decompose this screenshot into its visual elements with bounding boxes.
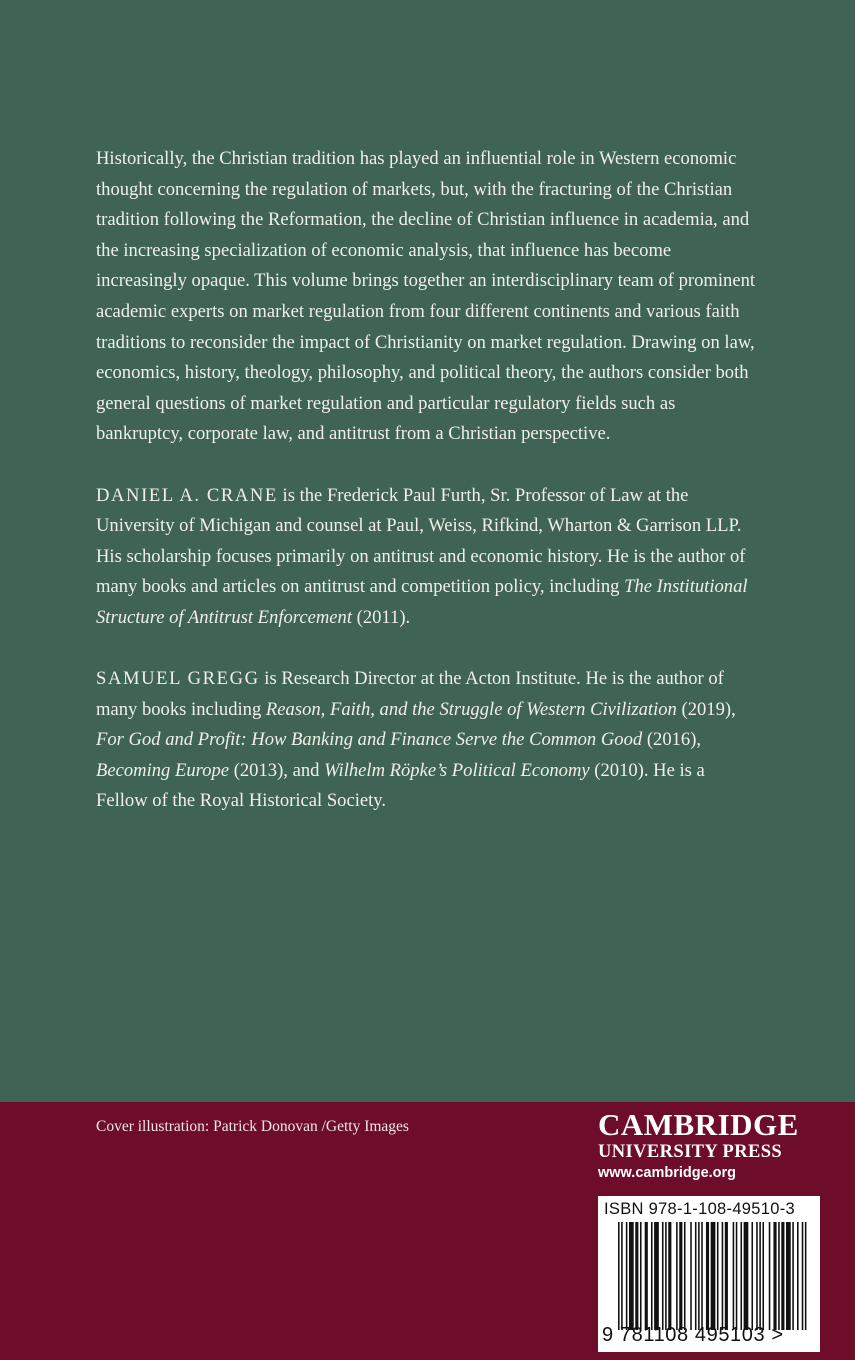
back-cover-text <box>96 144 756 848</box>
author-bio-crane <box>96 481 756 634</box>
gregg-bio-1: is Research Director at the Acton Institute. He is the author of many books including <box>96 668 724 720</box>
author-name-crane: DANIEL A. CRANE <box>96 484 278 506</box>
gregg-bio-5: (2010). He is a Fellow of the Royal Historical Society. <box>96 759 705 812</box>
gregg-bio-4: (2013), and <box>229 759 325 781</box>
publisher-logo <box>598 1108 820 1184</box>
barcode-panel <box>598 1196 820 1352</box>
isbn-label: ISBN 978-1-108-49510-3 <box>604 1200 795 1218</box>
barcode-digits: 9 781108 495103 > <box>602 1324 784 1346</box>
gregg-book-4: Wilhelm Röpke’s Political Economy <box>324 759 590 781</box>
gregg-book-1: Reason, Faith, and the Struggle of Western Civilization <box>265 698 677 720</box>
gregg-book-3: Becoming Europe <box>96 759 230 781</box>
publisher-name: CAMBRIDGE <box>598 1107 799 1142</box>
crane-bio-end: (2011). <box>351 606 411 628</box>
author-bio-gregg <box>96 664 756 817</box>
crane-book-title: The Institutional Structure of Antitrust Enforcement <box>96 576 748 628</box>
book-blurb: Historically, the Christian tradition has played an influential role in Western economic thought concerning the regulation of markets, but, with the fracturing of the Christian tradition following the Reformation, the decline of Christian influence in academia, and the increasing specialization of economic analysis, that influence has become increasingly opaque. This volume brings together an interdisciplinary team of prominent academic experts on market regulation from four different continents and various faith traditions to reconsider the impact of Christianity on market regulation. Drawing on law, economics, history, theology, philosophy, and political theory, the authors consider both general questions of market regulation and particular regulatory fields such as bankruptcy, corporate law, and antitrust from a Christian perspective. <box>96 148 756 445</box>
maroon-footer <box>0 1102 855 1360</box>
barcode-icon <box>618 1222 808 1330</box>
author-name-gregg: SAMUEL GREGG <box>96 668 260 690</box>
gregg-bio-2: (2019), <box>676 698 736 720</box>
publisher-url: www.cambridge.org <box>598 1165 737 1181</box>
publisher-subtitle: UNIVERSITY PRESS <box>598 1142 783 1162</box>
gregg-book-2: For God and Profit: How Banking and Finance Serve the Common Good <box>96 729 643 751</box>
gregg-bio-3: (2016), <box>642 729 702 751</box>
crane-bio-text: is the Frederick Paul Furth, Sr. Professor of Law at the University of Michigan and counsel at Paul, Weiss, Rifkind, Wharton & Garrison LLP. His scholarship focuses primarily on antitrust and economic history. He is the author of many books and articles on antitrust and competition policy, including <box>96 484 746 598</box>
cover-credit: Cover illustration: Patrick Donovan /Getty Images <box>96 1118 409 1135</box>
